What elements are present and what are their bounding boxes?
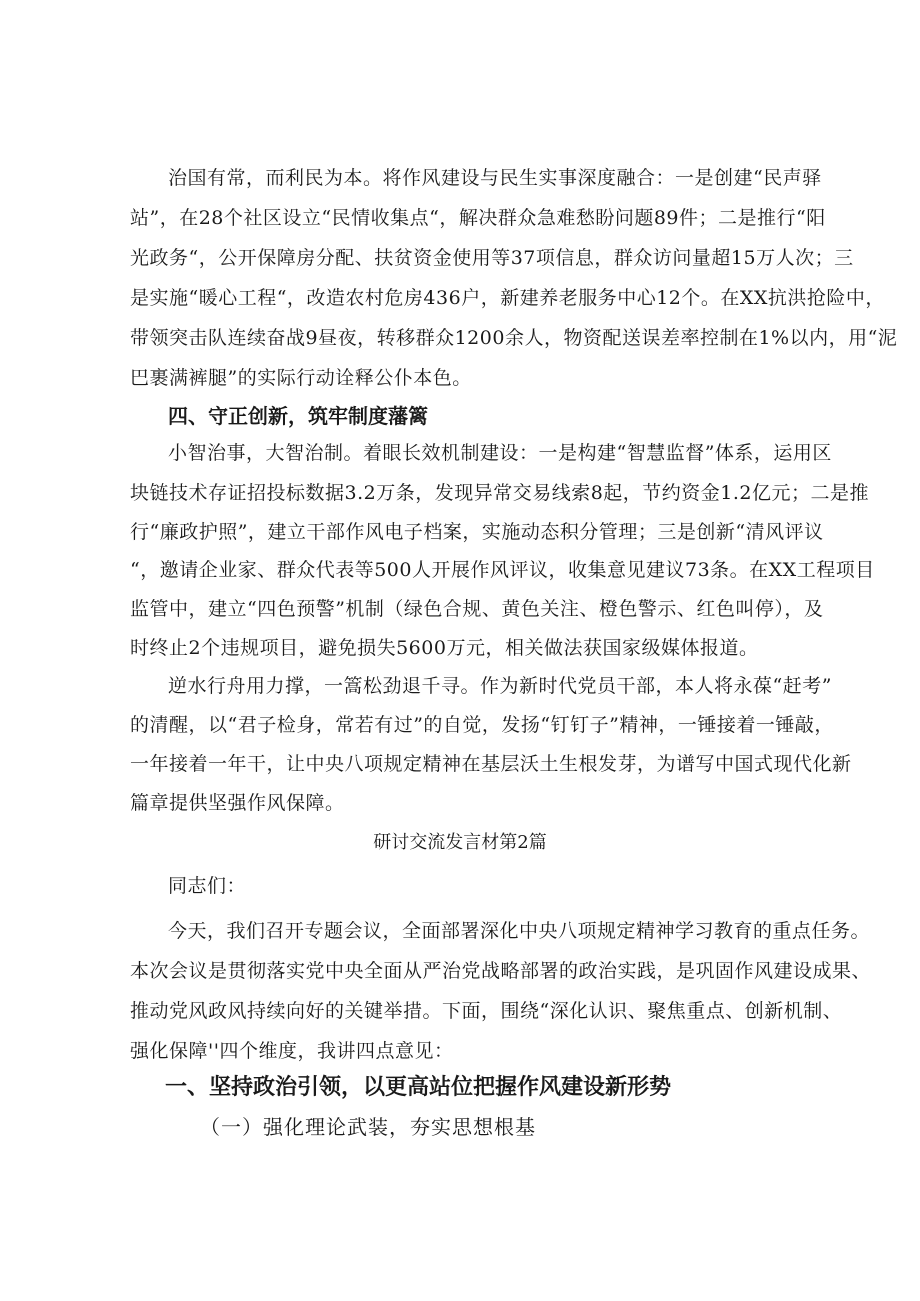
section-heading: 四、守正创新，筑牢制度藩篱	[168, 404, 428, 428]
paragraph-line: 本次会议是贯彻落实党中央全面从严治党战略部署的政治实践，是巩固作风建设成果、	[130, 960, 872, 982]
paragraph-line: “，邀请企业家、群众代表等500人开展作风评议，收集意见建议73条。在XX工程项目	[130, 559, 875, 581]
paragraph-line: 时终止2个违规项目，避免损失5600万元，相关做法获国家级媒体报道。	[130, 637, 759, 659]
paragraph-line: 强化保障''四个维度，我讲四点意见：	[130, 1040, 454, 1062]
paragraph-line: 光政务“，公开保障房分配、扶贫资金使用等37项信息，群众访问量超15万人次；三	[130, 247, 854, 269]
paragraph-line: 巴裹满裤腿”的实际行动诠释公仆本色。	[130, 367, 472, 389]
paragraph-line: 是实施“暖心工程“，改造农村危房436户，新建养老服务中心12个。在XX抗洪抢险中，	[130, 287, 885, 309]
paragraph-line: 行“廉政护照”，建立干部作风电子档案，实施动态积分管理；三是创新“清风评议	[130, 521, 824, 543]
paragraph-line: 块链技术存证招投标数据3.2万条，发现异常交易线索8起，节约资金1.2亿元；二是推	[130, 482, 870, 504]
paragraph-line: 的清醒，以“君子检身，常若有过”的自觉，发扬“钉钉子”精神，一锤接着一锤敲，	[130, 714, 834, 736]
paragraph-line: 小智治事，大智治制。着眼长效机制建设：一是构建“智慧监督”体系，运用区	[168, 442, 832, 464]
salutation: 同志们：	[168, 875, 247, 897]
section-heading: 一、坚持政治引领，以更高站位把握作风建设新形势	[165, 1075, 672, 1100]
subsection-heading: （一）强化理论武装，夯实思想根基	[200, 1115, 536, 1139]
paragraph-line: 带领突击队连续奋战9昼夜，转移群众1200余人，物资配送误差率控制在1%以内，用“泥	[130, 327, 898, 349]
paragraph-line: 监管中，建立“四色预警”机制（绿色合规、黄色关注、橙色警示、红色叫停），及	[130, 598, 824, 620]
paragraph-line: 一年接着一年干，让中央八项规定精神在基层沃土生根发芽，为谱写中国式现代化新	[130, 753, 852, 775]
paragraph-line: 篇章提供坚强作风保障。	[130, 792, 345, 814]
paragraph-line: 推动党风政风持续向好的关键举措。下面，围绕“深化认识、聚焦重点、创新机制、	[130, 1000, 843, 1022]
paragraph-line: 逆水行舟用力撑，一篙松劲退千寻。作为新时代党员干部，本人将永葆“赶考”	[168, 675, 832, 697]
part-title: 研讨交流发言材第2篇	[373, 832, 547, 853]
paragraph-line: 今天，我们召开专题会议，全面部署深化中央八项规定精神学习教育的重点任务。	[168, 920, 871, 942]
paragraph-line: 站”，在28个社区设立“民情收集点“，解决群众急难愁盼问题89件；二是推行“阳	[130, 207, 826, 229]
paragraph-line: 治国有常，而利民为本。将作风建设与民生实事深度融合：一是创建“民声驿	[168, 167, 822, 189]
